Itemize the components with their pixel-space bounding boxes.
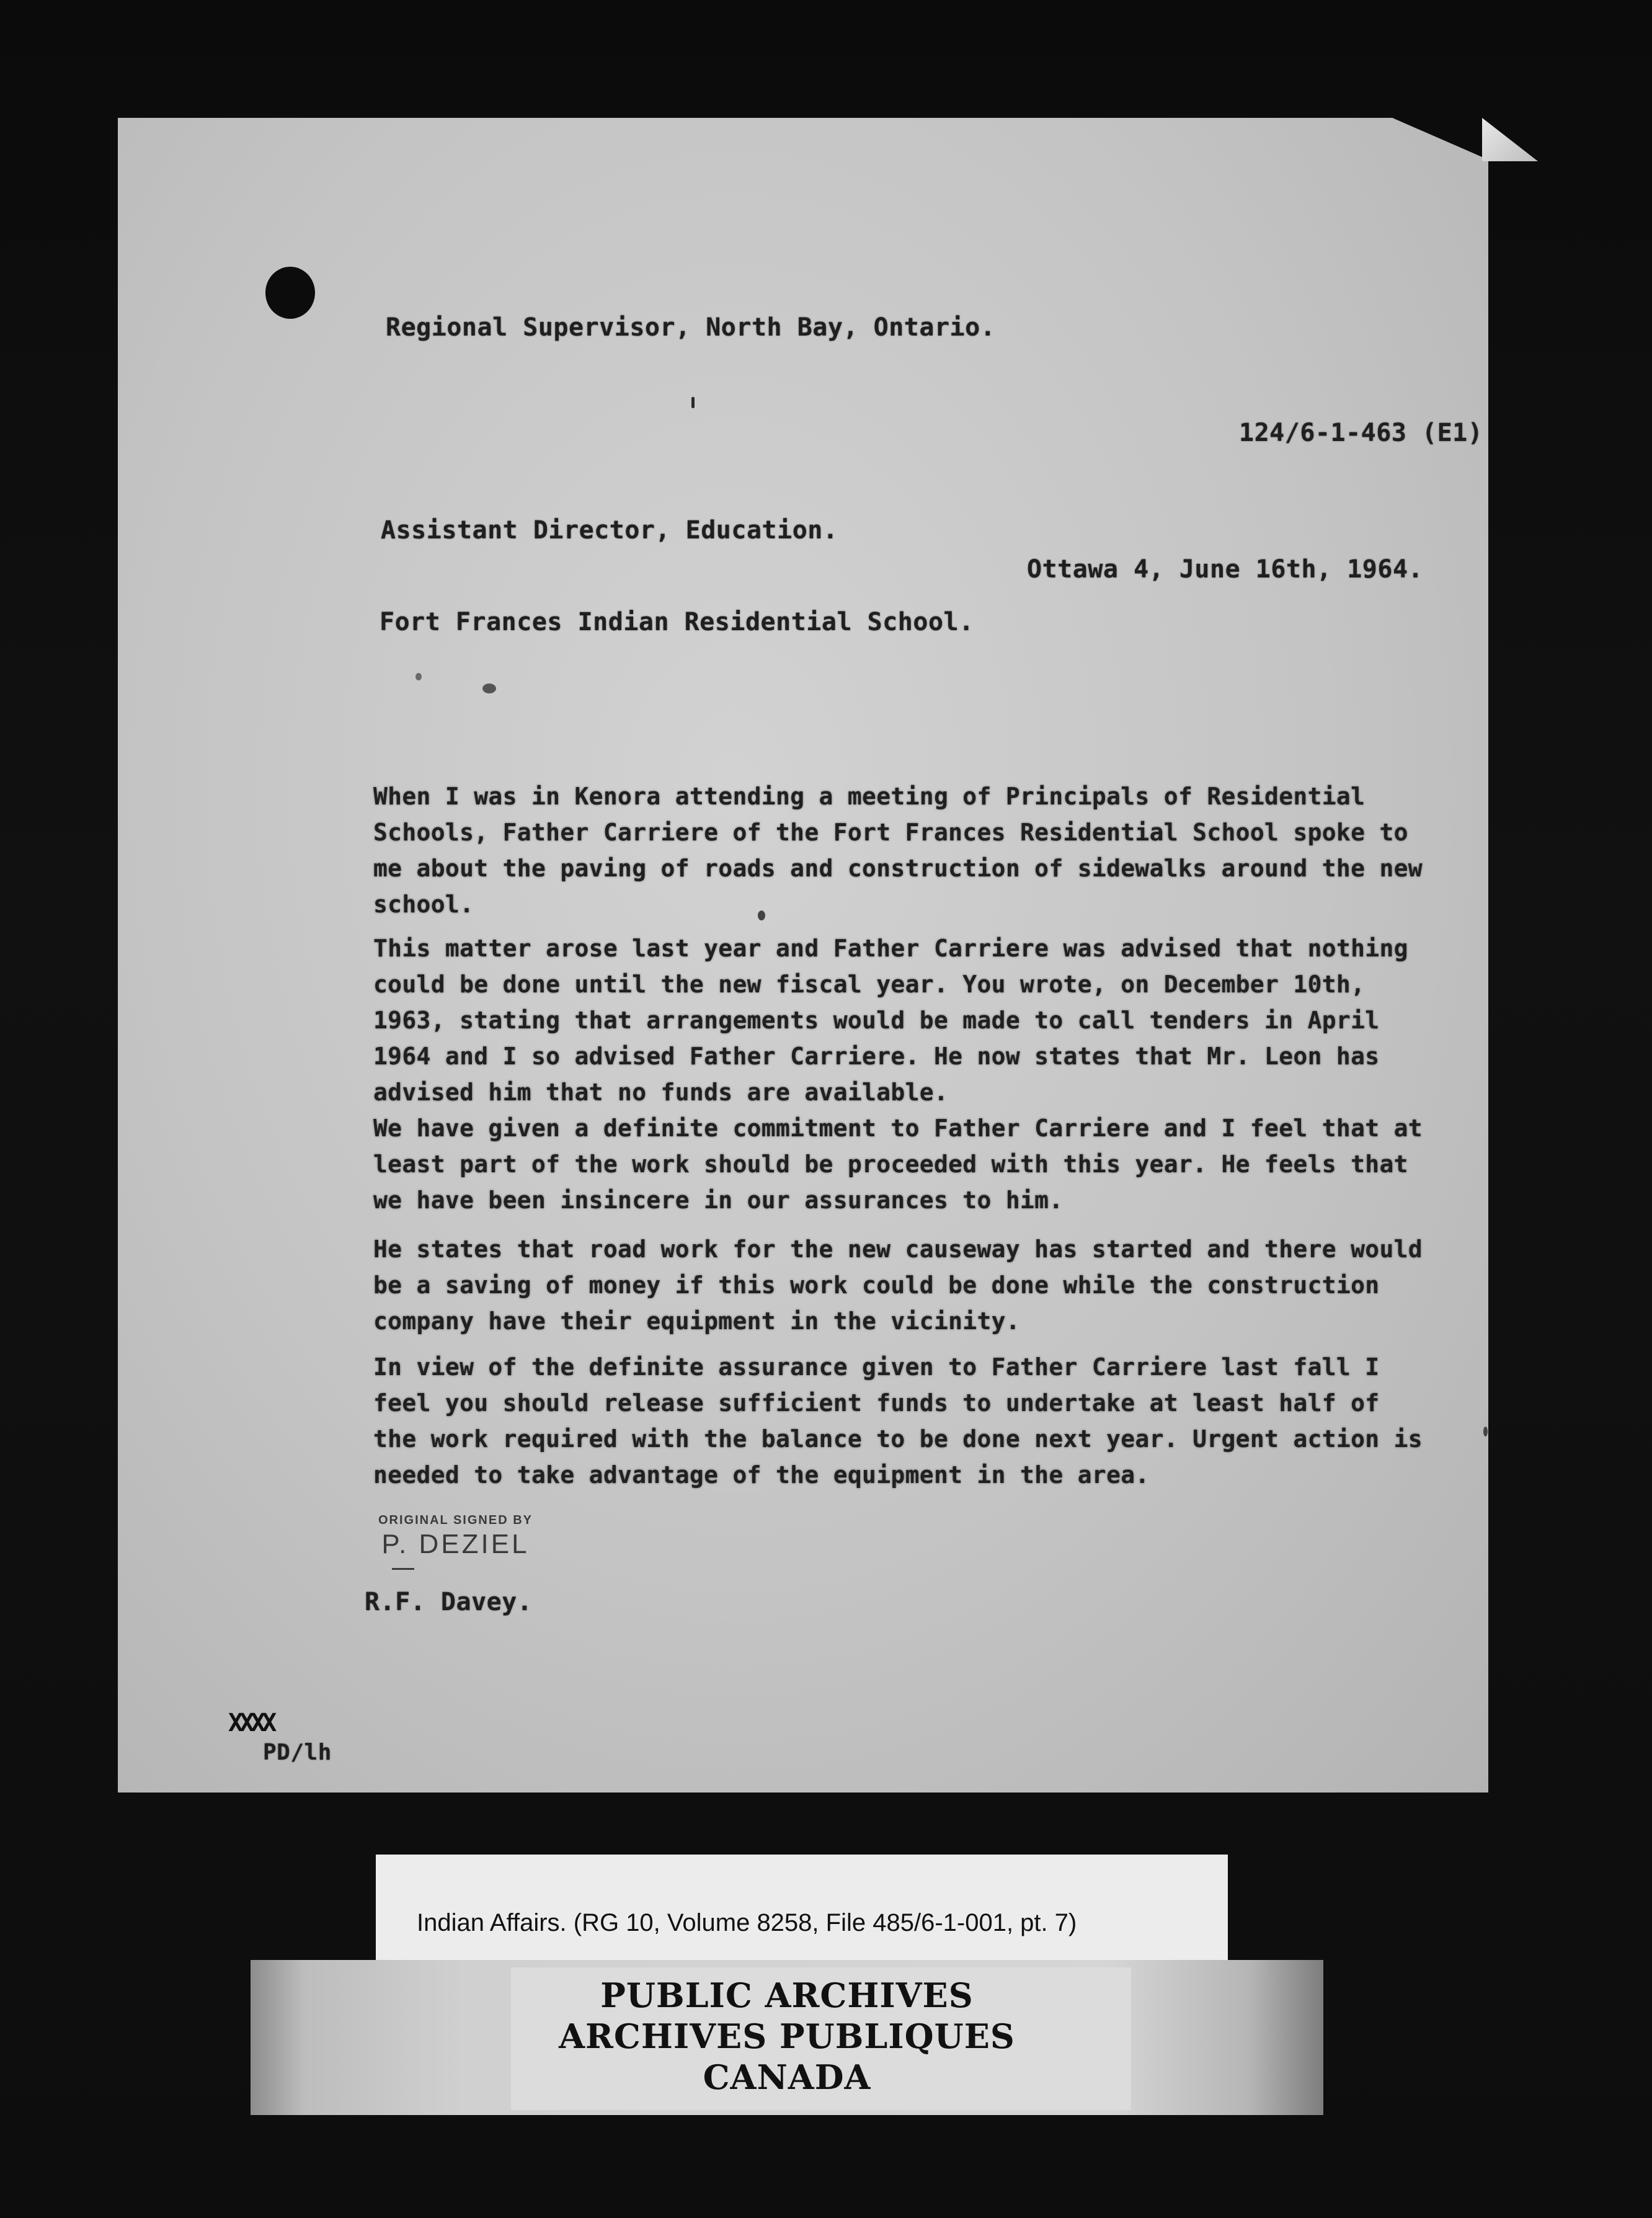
file-reference: 124/6-1-463 (E1): [1239, 419, 1483, 447]
paragraph-4: He states that road work for the new causeway has started and there would be a saving of money if this work could be done while the construction company have their equipment in the vicinity.: [373, 1236, 1423, 1335]
paragraph-3: We have given a definite commitment to Father Carriere and I feel that at least part of the work should be proceeded with this year. He feels that we have been insincere in our assurances to him.: [373, 1115, 1423, 1214]
paper-speck: [482, 684, 496, 693]
signatory: R.F. Davey.: [365, 1588, 533, 1616]
archive-stamp-strip: [251, 1960, 1323, 2115]
addressee: Regional Supervisor, North Bay, Ontario.: [386, 313, 996, 342]
paragraph-2: This matter arose last year and Father Carriere was advised that nothing could be done until the new fiscal year. You wrote, on December 10th, 1963, stating that arrangements would be made to call tenders in April 1964 and I so advised Father Carriere. He now states that Mr. Leon has advised him that no funds are available.: [373, 935, 1408, 1106]
typist-initials: PD/lh: [263, 1740, 332, 1765]
paragraph-5: In view of the definite assurance given to Father Carriere last fall I feel you should release sufficient funds to undertake at least half of the work required with the balance to be done next year. Urgent action is needed to take advantage of the equipment in the area.: [373, 1353, 1423, 1489]
archive-citation-label: [376, 1855, 1228, 1960]
stamp-underline: [392, 1568, 414, 1570]
archive-citation: Indian Affairs. (RG 10, Volume 8258, File 485/6-1-001, pt. 7): [417, 1909, 1077, 1936]
dateline: Ottawa 4, June 16th, 1964.: [1027, 555, 1424, 584]
folded-corner: [1482, 118, 1538, 161]
stamp-name: P. DEZIEL: [381, 1529, 530, 1559]
paragraph-1: When I was in Kenora attending a meeting of Principals of Residential Schools, Father Carriere of the Fort Frances Residential School spoke to me about the paving of roads and construction of sidewalks around the new school.: [373, 783, 1423, 918]
signature-stamp: [378, 1513, 533, 1560]
punch-hole: [265, 267, 315, 319]
paper-speck: [415, 673, 422, 680]
subject-line: Fort Frances Indian Residential School.: [380, 608, 974, 636]
stamp-heading: ORIGINAL SIGNED BY: [378, 1513, 533, 1527]
archive-country: CANADA: [703, 2057, 871, 2097]
sender: Assistant Director, Education.: [381, 516, 838, 545]
struck-out-marks: XXXX: [228, 1709, 273, 1737]
archive-name-french: ARCHIVES PUBLIQUES: [559, 2016, 1015, 2056]
archive-name-english: PUBLIC ARCHIVES: [600, 1975, 974, 2015]
paper-speck: [1483, 1427, 1488, 1436]
paper-speck: [691, 397, 695, 408]
